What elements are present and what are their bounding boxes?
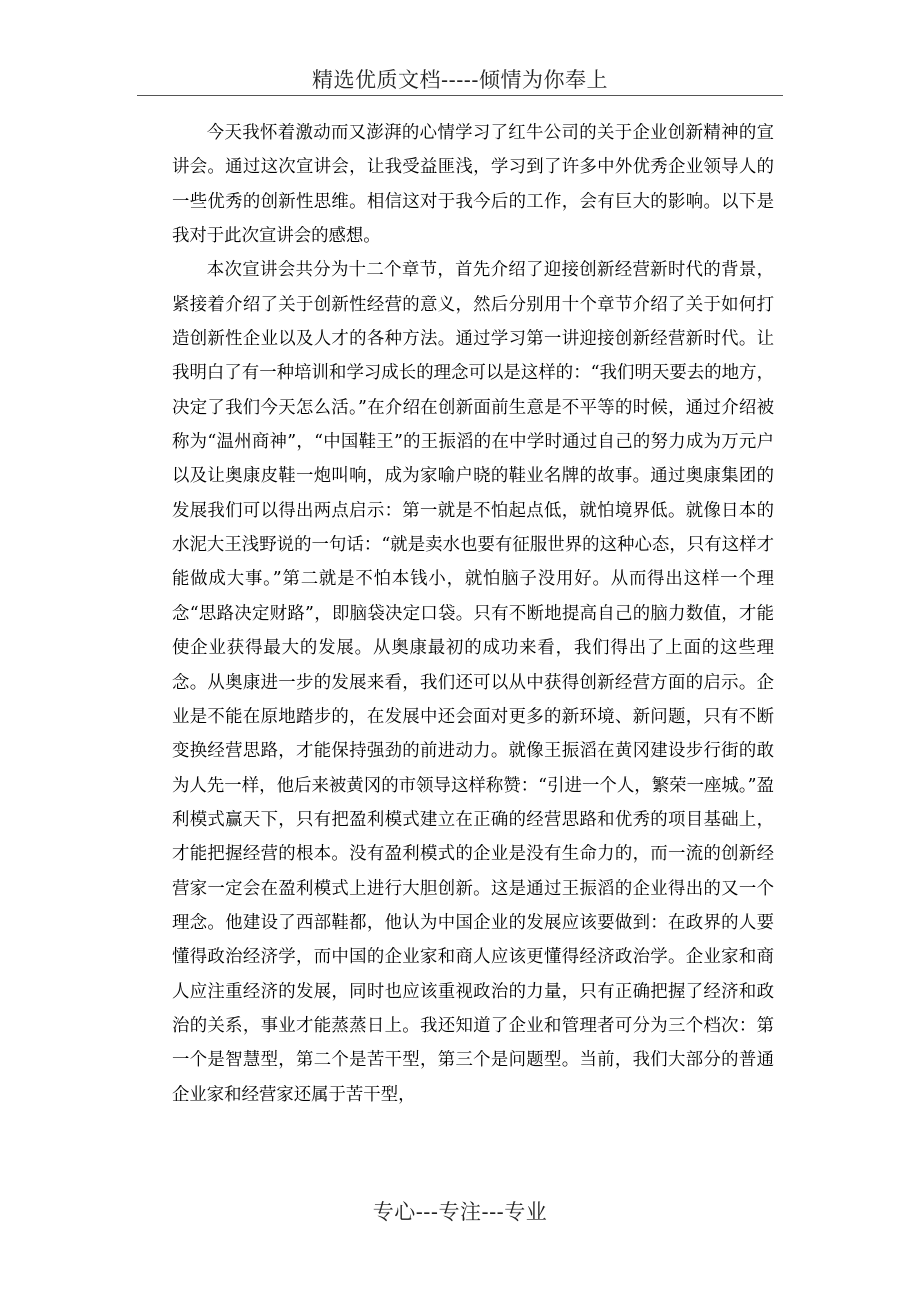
document-body [172, 116, 774, 1112]
header-divider [137, 95, 783, 96]
page-footer: 专心---专注---专业 [372, 1200, 548, 1224]
paragraph-intro: 今天我怀着激动而又澎湃的心情学习了红牛公司的关于企业创新精神的宣讲会。通过这次宣讲会，让我受益匪浅，学习到了许多中外优秀企业领导人的一些优秀的创新性思维。相信这对于我今后的工作，会有巨大的影响。以下是我对于此次宣讲会的感想。 [172, 123, 774, 247]
paragraph-main: 本次宣讲会共分为十二个章节，首先介绍了迎接创新经营新时代的背景，紧接着介绍了关于创新性经营的意义，然后分别用十个章节介绍了关于如何打造创新性企业以及人才的各种方法。通过学习第一讲迎接创新经营新时代。让我明白了有一种培训和学习成长的理念可以是这样的：“我们明天要去的地方，决定了我们今天怎么活。”在介绍在创新面前生意是不平等的时候，通过介绍被称为“温州商神”，“中国鞋王”的王振滔的在中学时通过自己的努力成为万元户以及让奥康皮鞋一炮叫响，成为家喻户晓的鞋业名牌的故事。通过奥康集团的发展我们可以得出两点启示：第一就是不怕起点低，就怕境界低。就像日本的水泥大王浅野说的一句话：“就是卖水也要有征服世界的这种心态，只有这样才能做成大事。”第二就是不怕本钱小，就怕脑子没用好。从而得出这样一个理念“思路决定财路”，即脑袋决定口袋。只有不断地提高自己的脑力数值，才能使企业获得最大的发展。从奥康最初的成功来看，我们得出了上面的这些理念。从奥康进一步的发展来看，我们还可以从中获得创新经营方面的启示。企业是不能在原地踏步的，在发展中还会面对更多的新环境、新问题，只有不断变换经营思路，才能保持强劲的前进动力。就像王振滔在黄冈建设步行街的敢为人先一样，他后来被黄冈的市领导这样称赞：“引进一个人，繁荣一座城。”盈利模式赢天下，只有把盈利模式建立在正确的经营思路和优秀的项目基础上，才能把握经营的根本。没有盈利模式的企业是没有生命力的，而一流的创新经营家一定会在盈利模式上进行大胆创新。这是通过王振滔的企业得出的又一个理念。他建设了西部鞋都，他认为中国企业的发展应该要做到：在政界的人要懂得政治经济学，而中国的企业家和商人应该更懂得经济政治学。企业家和商人应注重经济的发展，同时也应该重视政治的力量，只有正确把握了经济和政治的关系，事业才能蒸蒸日上。我还知道了企业和管理者可分为三个档次：第一个是智慧型，第二个是苦干型，第三个是问题型。当前，我们大部分的普通企业家和经营家还属于苦干型， [172, 260, 774, 1105]
page-header: 精选优质文档-----倾情为你奉上 [312, 68, 608, 92]
